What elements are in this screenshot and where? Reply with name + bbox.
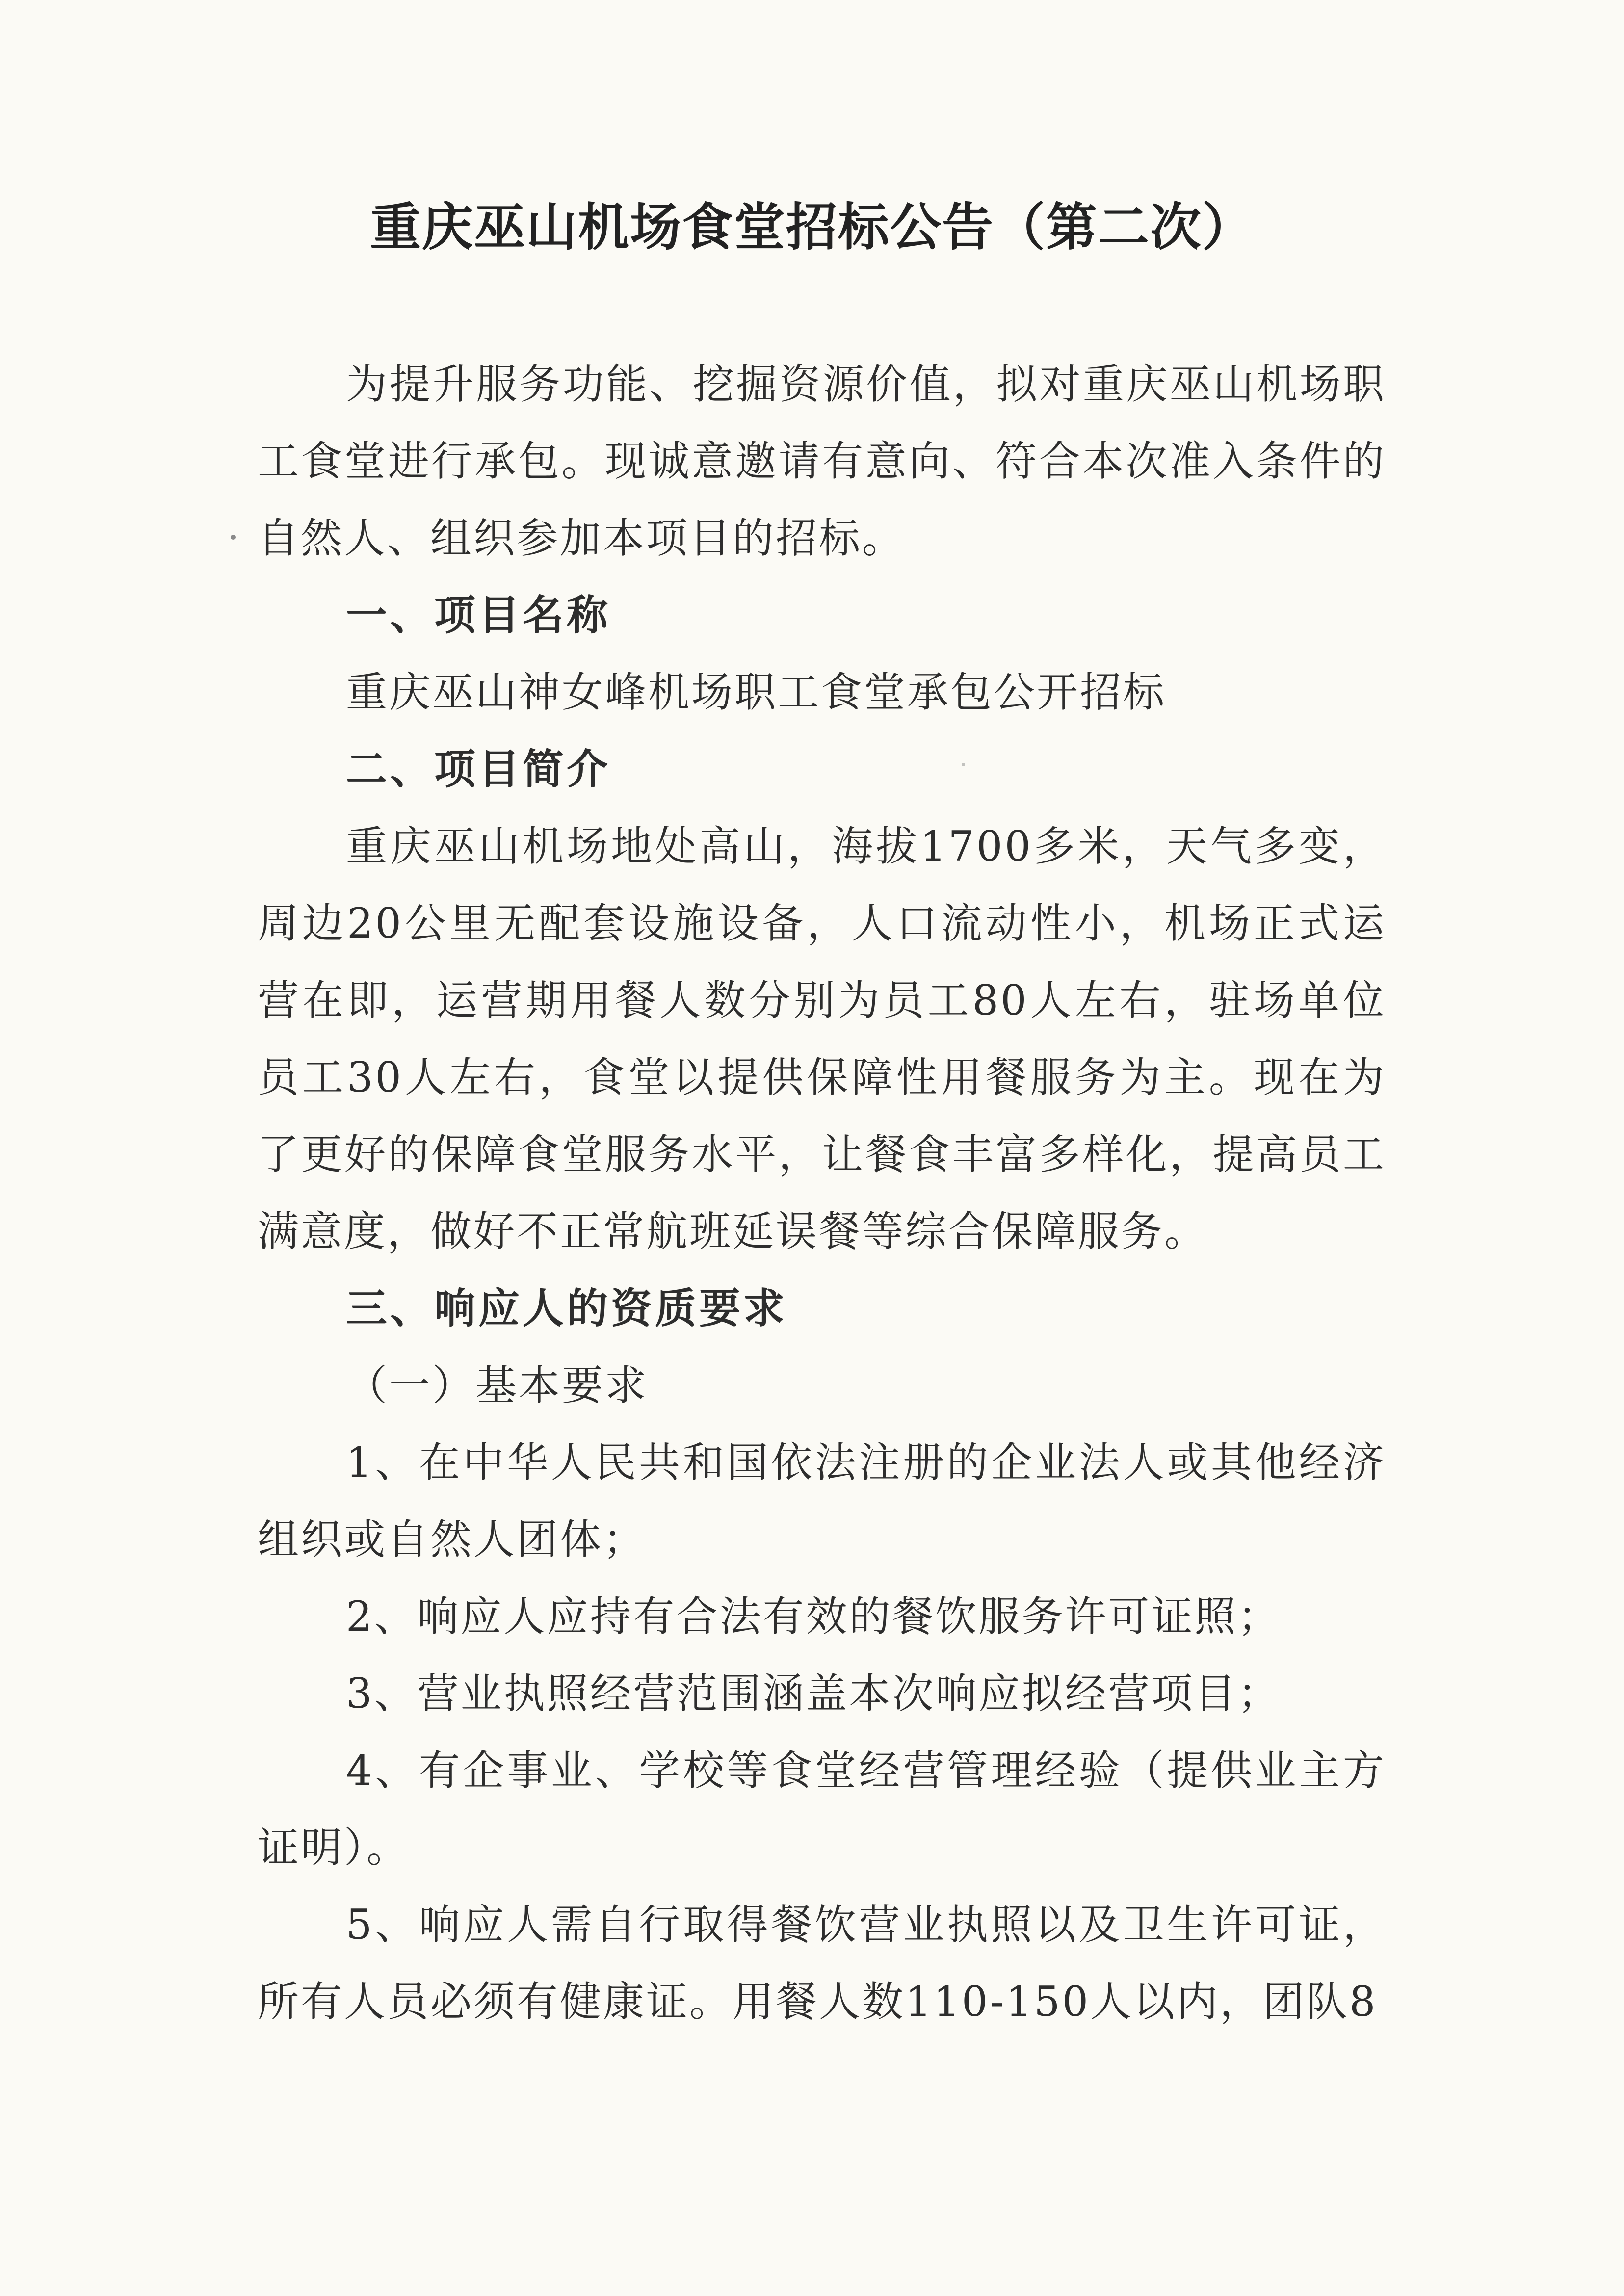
scan-speck <box>962 763 965 766</box>
scan-speck <box>231 535 236 540</box>
section-heading-qualifications: 三、响应人的资质要求 <box>346 1284 788 1332</box>
requirement-item: 3、营业执照经营范围涵盖本次响应拟经营项目； <box>346 1670 1281 1718</box>
project-summary-paragraph: 重庆巫山机场地处高山，海拔1700多米，天气多变，周边20公里无配套设施设备，人口流动性小，机场正式运营在即，运营期用餐人数分别为员工80人左右，驻场单位员工30人左右，食堂以提供保障性用餐服务为主。现在为了更好的保障食堂服务水平，让餐食丰富多样化，提高员工满意度，做好不正常航班延误餐等综合保障服务。 <box>258 822 1386 1255</box>
section-heading-project-name: 一、项目名称 <box>346 591 611 639</box>
section-heading-project-summary: 二、项目简介 <box>346 745 611 793</box>
intro-paragraph: 为提升服务功能、挖掘资源价值，拟对重庆巫山机场职工食堂进行承包。现诚意邀请有意向、符合本次准入条件的自然人、组织参加本项目的招标。 <box>258 360 1386 562</box>
requirement-item: 2、响应人应持有合法有效的餐饮服务许可证照； <box>346 1592 1281 1641</box>
requirement-item: 5、响应人需自行取得餐饮营业执照以及卫生许可证，所有人员必须有健康证。用餐人数110-150人以内，团队8 <box>258 1901 1386 2026</box>
requirement-item: 4、有企事业、学校等食堂经营管理经验（提供业主方证明）。 <box>258 1747 1386 1872</box>
project-name-paragraph: 重庆巫山神女峰机场职工食堂承包公开招标 <box>346 668 1167 716</box>
document-body <box>258 346 1386 2040</box>
subsection-heading-basic-requirements: （一）基本要求 <box>346 1361 649 1409</box>
requirement-item: 1、在中华人民共和国依法注册的企业法人或其他经济组织或自然人团体； <box>258 1438 1386 1564</box>
document-title: 重庆巫山机场食堂招标公告（第二次） <box>369 197 1254 257</box>
